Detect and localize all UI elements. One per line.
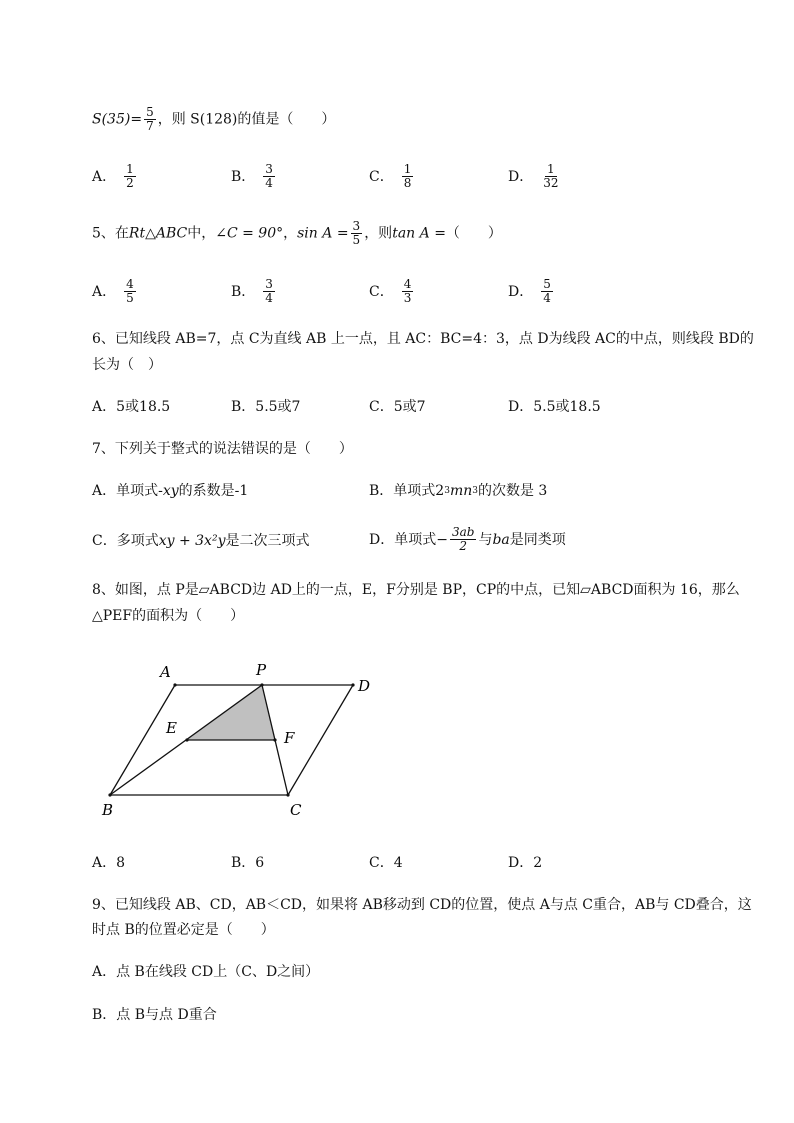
label-d: D (358, 677, 371, 695)
q4-option-a[interactable]: A． $\frac{1}{2}$ (92, 162, 134, 190)
q4-option-c[interactable]: C． $\frac{1}{8}$ (369, 162, 412, 190)
q9-stem-line1: 9、已知线段 AB、CD，AB＜CD，如果将 AB移动到 CD的位置，使点 A与点 C重合，AB与 CD叠合，这 (92, 897, 752, 913)
q7-option-a[interactable]: A． 单项式- xy 的系数是-1 (92, 483, 249, 499)
q5-option-d[interactable]: D． $\frac{5}{4}$ (508, 277, 551, 305)
q5-option-c[interactable]: C． $\frac{4}{3}$ (369, 277, 412, 305)
q7-option-b[interactable]: B． 单项式2 3 mn 3 的次数是 3 (369, 483, 548, 499)
q7-option-c[interactable]: C． 多项式 xy + 3x²y 是二次三项式 (92, 533, 310, 549)
q8-option-d[interactable]: D． 2 (508, 855, 543, 871)
q8-stem-line2: △PEF的面积为（ ） (92, 608, 245, 624)
label-a: A (160, 663, 171, 681)
label-f: F (284, 729, 295, 747)
q6-option-a[interactable]: A． 5或18.5 (92, 399, 171, 415)
parallelogram-figure (90, 655, 390, 825)
triangle-pef-shaded (187, 685, 275, 740)
q8-stem-line1: 8、如图，点 P是▱ABCD边 AD上的一点，E，F分别是 BP，CP的中点，已知▱ABCD面积为 16，那么 (92, 582, 740, 598)
q4-option-d[interactable]: D． $\frac{1}{32}$ (508, 162, 559, 190)
q6-option-d[interactable]: D． 5.5或18.5 (508, 399, 601, 415)
q4-option-b[interactable]: B． $\frac{3}{4}$ (231, 162, 273, 190)
q7-stem: 7、下列关于整式的说法错误的是（ ） (92, 441, 353, 457)
q5-stem: 5、在Rt△ABC中，∠C = 90°，sin A = $\frac{3}{5}$ ，则tan A =（ ） (92, 219, 502, 247)
q6-option-c[interactable]: C． 5或7 (369, 399, 426, 415)
q9-option-b[interactable]: B．点 B与点 D重合 (92, 1007, 217, 1023)
q5-option-a[interactable]: A． $\frac{4}{5}$ (92, 277, 134, 305)
label-c: C (290, 801, 302, 819)
label-b: B (102, 801, 114, 819)
q8-option-a[interactable]: A． 8 (92, 855, 126, 871)
q4-stem (92, 106, 335, 133)
q6-option-b[interactable]: B． 5.5或7 (231, 399, 301, 415)
label-e: E (166, 719, 177, 737)
q8-option-b[interactable]: B． 6 (231, 855, 265, 871)
q9-stem-line2: 时点 B的位置必定是（ ） (92, 922, 275, 938)
label-p: P (256, 661, 267, 679)
q5-option-b[interactable]: B． $\frac{3}{4}$ (231, 277, 273, 305)
q4-stem-suffix: ，则 S(128)的值是（ ） (157, 111, 336, 128)
q6-stem-line2: 长为（ ） (92, 357, 162, 373)
q8-option-c[interactable]: C． 4 (369, 855, 403, 871)
q4-fraction: $\frac{5}{7}$ (146, 105, 154, 133)
edge-dc (288, 685, 353, 795)
q9-option-a[interactable]: A．点 B在线段 CD上（C、D之间） (92, 964, 320, 980)
q7-option-d[interactable]: D． 单项式− $\frac{3ab}{2}$ 与 ba 是同类项 (369, 525, 566, 553)
q4-stem-prefix: S(35)= (92, 111, 143, 128)
q6-stem-line1: 6、已知线段 AB=7，点 C为直线 AB 上一点，且 AC：BC=4：3，点 D为线段 AC的中点，则线段 BD的 (92, 331, 754, 347)
edge-ab (110, 685, 175, 795)
